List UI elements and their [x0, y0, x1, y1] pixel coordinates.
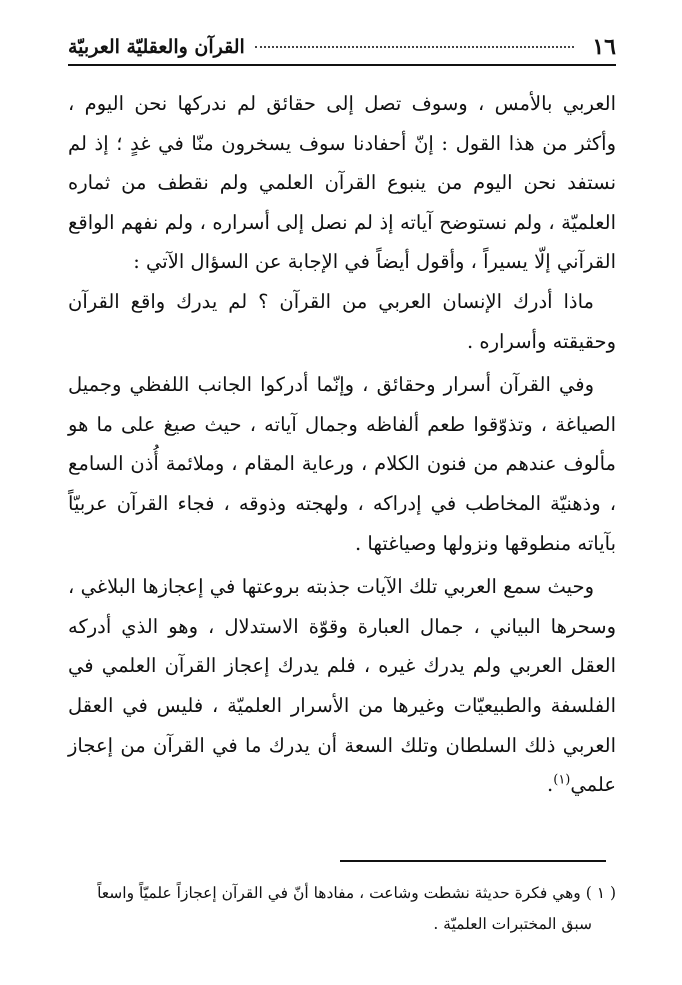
footnote — [68, 878, 616, 940]
paragraph: وفي القرآن أسرار وحقائق ، وإنّما أدركوا الجانب اللفظي وجميل الصياغة ، وتذوّقوا طعم ألفاظه وجمال آياته ، حيث صيغ على ما هو مألوف عندهم من فنون الكلام ، ورعاية المقام ، وملائمة أُذن السامع ، وذهنيّة المخاطب في إدراكه ، ولهجته وذوقه ، فجاء القرآن عربيّاً بآياته منطوقها ونزولها وصياغتها . — [68, 373, 616, 555]
footnote-separator — [340, 860, 606, 862]
paragraph: ماذا أدرك الإنسان العربي من القرآن ؟ لم يدرك واقع القرآن وحقيقته وأسراره . — [68, 289, 616, 353]
footnote-line: ( ١ ) وهي فكرة حديثة نشطت وشاعت ، مفادها أنّ في القرآن إعجازاً علميّاً واسعاً — [97, 884, 616, 902]
footnote-marker: (١) — [553, 772, 571, 788]
paragraph-with-footnote — [68, 567, 616, 805]
footnote-line: سبق المختبرات العلميّة . — [433, 915, 592, 933]
page-header — [68, 30, 616, 66]
body-text — [68, 84, 616, 805]
page-number: ١٦ — [592, 34, 616, 60]
running-title: القرآن والعقليّة العربيّة — [68, 36, 245, 58]
header-dot-leader — [255, 46, 575, 48]
paragraph: العربي بالأمس ، وسوف تصل إلى حقائق لم ندركها نحن اليوم ، وأكثر من هذا القول : إنّ أحفادنا سوف يسخرون منّا في غدٍ ؛ إذ لم نستفد نحن اليوم من ينبوع القرآن العلمي ولم نقطف من ثماره العلميّة ، ولم نستوضح آياته إذ لم نصل إلى أسراره ، ولم نفهم الواقع القرآني إلّا يسيراً ، وأقول أيضاً في الإجابة عن السؤال الآتي : — [68, 92, 616, 274]
paragraph-text: وحيث سمع العربي تلك الآيات جذبته بروعتها في إعجازها البلاغي ، وسحرها البياني ، جمال العبارة وقوّة الاستدلال ، وهو الذي أدركه العقل العربي ولم يدرك غيره ، فلم يدرك إعجاز القرآن العلمي في الفلسفة والطبيعيّات وغيرها من الأسرار العلميّة ، فليس في العقل العربي ذلك السلطان وتلك السعة أن يدرك ما في القرآن من إعجاز علمي — [68, 575, 616, 797]
final-period: . — [547, 773, 554, 797]
